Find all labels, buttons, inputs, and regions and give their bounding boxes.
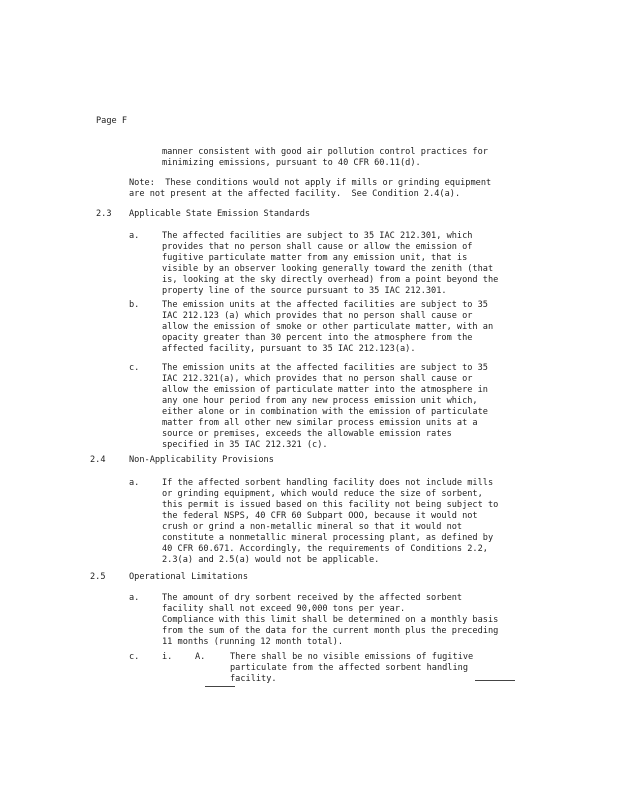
paragraph-line: 40 CFR 60.671. Accordingly, the requirements of Conditions 2.2, <box>162 544 488 554</box>
paragraph-line: provides that no person shall cause or allow the emission of <box>162 242 473 252</box>
item-label: b. <box>129 300 140 310</box>
section-heading: Operational Limitations <box>129 572 248 582</box>
paragraph-line: The emission units at the affected facilities are subject to 35 <box>162 363 488 373</box>
paragraph-line: facility. <box>230 674 277 684</box>
paragraph-line: particulate from the affected sorbent handling <box>230 663 468 673</box>
paragraph-line: The emission units at the affected facilities are subject to 35 <box>162 300 488 310</box>
note-line: Note: These conditions would not apply if mills or grinding equipment <box>129 178 492 188</box>
rule-line <box>205 686 235 687</box>
paragraph-line: The amount of dry sorbent received by the affected sorbent <box>162 593 463 603</box>
item-label: c. <box>129 652 140 662</box>
subitem-label: i. <box>162 652 173 662</box>
carryover-line: minimizing emissions, pursuant to 40 CFR 60.11(d). <box>162 158 421 168</box>
paragraph-line: There shall be no visible emissions of fugitive <box>230 652 474 662</box>
rule-line <box>475 680 515 681</box>
paragraph-line: affected facility, pursuant to 35 IAC 212.123(a). <box>162 344 416 354</box>
paragraph-line: the federal NSPS, 40 CFR 60 Subpart OOO, because it would not <box>162 511 478 521</box>
paragraph-line: constitute a nonmetallic mineral processing plant, as defined by <box>162 533 494 543</box>
item-label: a. <box>129 593 140 603</box>
paragraph-line: visible by an observer looking generally toward the zenith (that <box>162 264 494 274</box>
item-label: c. <box>129 363 140 373</box>
paragraph-line: matter from all other new similar process emission units at a <box>162 418 478 428</box>
paragraph-line: any one hour period from any new process emission unit which, <box>162 396 478 406</box>
paragraph-line: specified in 35 IAC 212.321 (c). <box>162 440 328 450</box>
paragraph-line: IAC 212.123 (a) which provides that no person shall cause or <box>162 311 473 321</box>
paragraph-line: 2.3(a) and 2.5(a) would not be applicable. <box>162 555 380 565</box>
paragraph-line: property line of the source pursuant to 35 IAC 212.301. <box>162 286 447 296</box>
paragraph-line: facility shall not exceed 90,000 tons per year. <box>162 604 406 614</box>
item-label: a. <box>129 478 140 488</box>
paragraph-line: this permit is issued based on this facility not being subject to <box>162 500 499 510</box>
section-number: 2.3 <box>96 209 112 219</box>
paragraph-line: IAC 212.321(a), which provides that no person shall cause or <box>162 374 473 384</box>
section-number: 2.4 <box>90 455 106 465</box>
paragraph-line: The affected facilities are subject to 35 IAC 212.301, which <box>162 231 473 241</box>
subsubitem-label: A. <box>195 652 206 662</box>
item-label: a. <box>129 231 140 241</box>
section-heading: Non-Applicability Provisions <box>129 455 274 465</box>
note-line: are not present at the affected facility. See Condition 2.4(a). <box>129 189 461 199</box>
page-label: Page F <box>96 116 128 126</box>
section-heading: Applicable State Emission Standards <box>129 209 311 219</box>
paragraph-line: 11 months (running 12 month total). <box>162 637 344 647</box>
paragraph-line: Compliance with this limit shall be determined on a monthly basis <box>162 615 499 625</box>
paragraph-line: source or premises, exceeds the allowable emission rates <box>162 429 452 439</box>
paragraph-line: or grinding equipment, which would reduce the size of sorbent, <box>162 489 483 499</box>
paragraph-line: is, looking at the sky directly overhead) from a point beyond the <box>162 275 499 285</box>
paragraph-line: allow the emission of smoke or other particulate matter, with an <box>162 322 494 332</box>
carryover-line: manner consistent with good air pollution control practices for <box>162 147 488 157</box>
paragraph-line: either alone or in combination with the emission of particulate <box>162 407 488 417</box>
paragraph-line: from the sum of the data for the current month plus the preceding <box>162 626 499 636</box>
paragraph-line: opacity greater than 30 percent into the atmosphere from the <box>162 333 473 343</box>
paragraph-line: crush or grind a non-metallic mineral so that it would not <box>162 522 463 532</box>
paragraph-line: If the affected sorbent handling facility does not include mills <box>162 478 494 488</box>
paragraph-line: fugitive particulate matter from any emission unit, that is <box>162 253 468 263</box>
section-number: 2.5 <box>90 572 106 582</box>
paragraph-line: allow the emission of particulate matter into the atmosphere in <box>162 385 488 395</box>
